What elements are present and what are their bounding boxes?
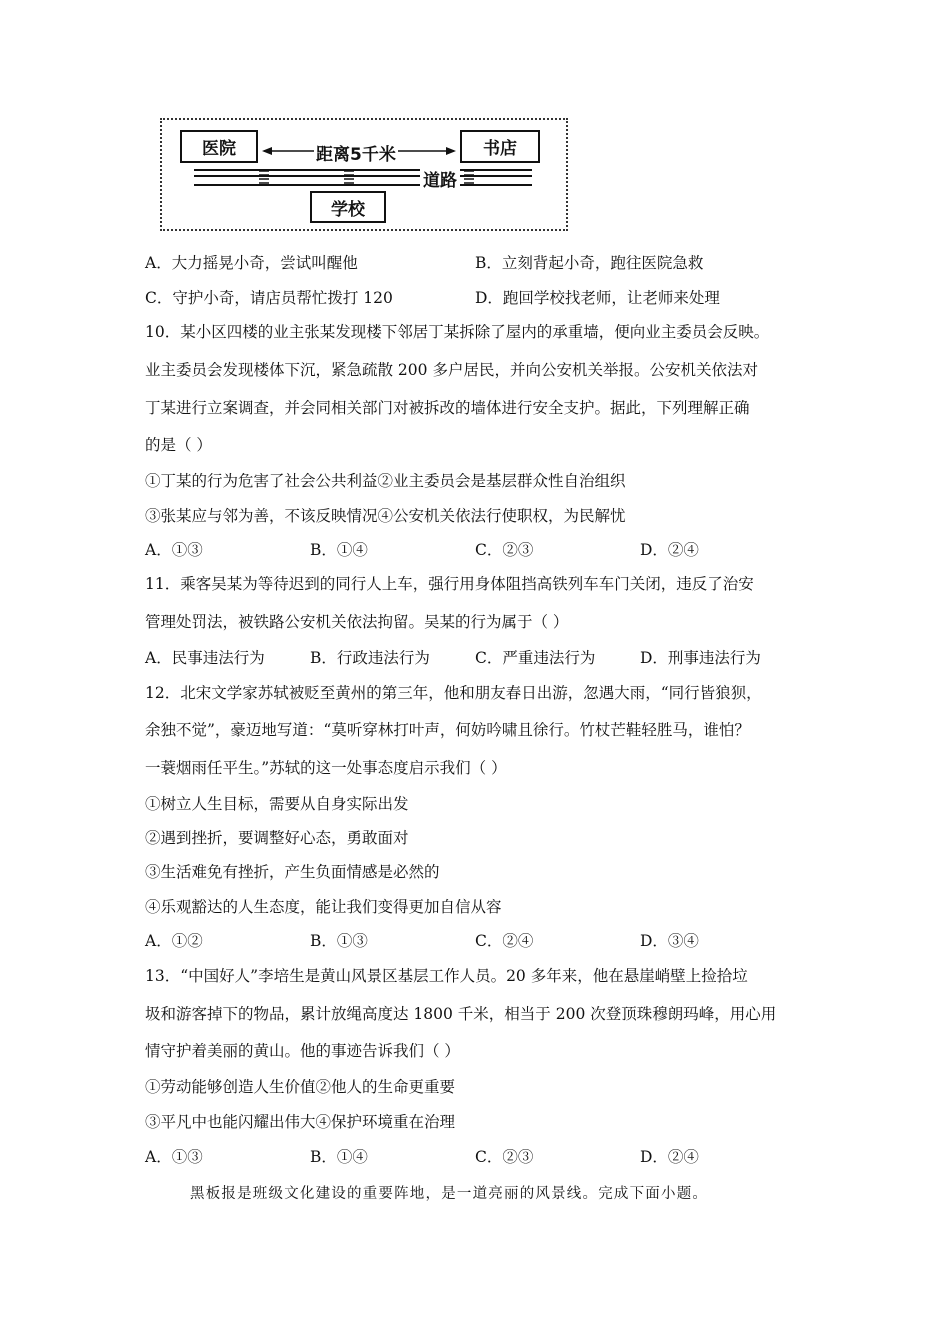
q13-option-d: D．②④ bbox=[640, 1148, 699, 1166]
distance-label: 距离5千米 bbox=[314, 140, 398, 165]
road-label: 道路 bbox=[420, 166, 460, 191]
q12-statement-3: ③生活难免有挫折，产生负面情感是必然的 bbox=[145, 863, 440, 881]
q9-option-d: D．跑回学校找老师，让老师来处理 bbox=[475, 289, 720, 307]
q11-option-d: D．刑事违法行为 bbox=[640, 649, 761, 667]
q12-statement-2: ②遇到挫折，要调整好心态，勇敢面对 bbox=[145, 829, 409, 847]
q10-option-b: B．①④ bbox=[310, 541, 368, 559]
q10-line-1: 10．某小区四楼的业主张某发现楼下邻居丁某拆除了屋内的承重墙，便向业主委员会反映。 bbox=[145, 323, 770, 341]
q9-option-a: A．大力摇晃小奇，尝试叫醒他 bbox=[145, 254, 358, 272]
q13-line-1: 13．“中国好人”李培生是黄山风景区基层工作人员。20 多年来，他在悬崖峭壁上捡拾垃 bbox=[145, 967, 748, 985]
section-intro: 黑板报是班级文化建设的重要阵地，是一道亮丽的风景线。完成下面小题。 bbox=[190, 1186, 709, 1202]
q12-option-c: C．②④ bbox=[475, 932, 534, 950]
q12-line-1: 12．北宋文学家苏轼被贬至黄州的第三年，他和朋友春日出游，忽遇大雨，“同行皆狼狈， bbox=[145, 684, 762, 702]
arrow-left-icon bbox=[262, 147, 272, 155]
school-label: 学校 bbox=[331, 199, 365, 220]
q13-option-a: A．①③ bbox=[145, 1148, 203, 1166]
q10-line-2: 业主委员会发现楼体下沉，紧急疏散 200 多户居民，并向公安机关举报。公安机关依法对 bbox=[145, 361, 758, 379]
q11-line-1: 11．乘客吴某为等待迟到的同行人上车，强行用身体阻挡高铁列车车门关闭，违反了治安 bbox=[145, 575, 754, 593]
q12-option-b: B．①③ bbox=[310, 932, 368, 950]
q10-option-d: D．②④ bbox=[640, 541, 699, 559]
q13-option-b: B．①④ bbox=[310, 1148, 368, 1166]
q11-option-b: B．行政违法行为 bbox=[310, 649, 430, 667]
q10-option-c: C．②③ bbox=[475, 541, 534, 559]
q13-statement-2: ③平凡中也能闪耀出伟大④保护环境重在治理 bbox=[145, 1113, 456, 1131]
q10-option-a: A．①③ bbox=[145, 541, 203, 559]
q12-line-3: 一蓑烟雨任平生。”苏轼的这一处事态度启示我们（ ） bbox=[145, 759, 507, 777]
hospital-label: 医院 bbox=[202, 139, 236, 159]
q9-option-b: B．立刻背起小奇，跑往医院急救 bbox=[475, 254, 704, 272]
q10-statement-2: ③张某应与邻为善，不该反映情况④公安机关依法行使职权，为民解忧 bbox=[145, 507, 626, 525]
q13-statement-1: ①劳动能够创造人生价值②他人的生命更重要 bbox=[145, 1078, 456, 1096]
q12-statement-4: ④乐观豁达的人生态度，能让我们变得更加自信从容 bbox=[145, 898, 502, 916]
q13-line-2: 圾和游客掉下的物品，累计放绳高度达 1800 千米，相当于 200 次登顶珠穆朗玛峰，用心用 bbox=[145, 1005, 777, 1023]
q11-option-a: A．民事违法行为 bbox=[145, 649, 265, 667]
q12-statement-1: ①树立人生目标，需要从自身实际出发 bbox=[145, 795, 409, 813]
q10-statement-1: ①丁某的行为危害了社会公共利益②业主委员会是基层群众性自治组织 bbox=[145, 472, 626, 490]
q12-option-d: D．③④ bbox=[640, 932, 699, 950]
q13-option-c: C．②③ bbox=[475, 1148, 534, 1166]
q12-line-2: 余独不觉”，豪迈地写道：“莫听穿林打叶声，何妨吟啸且徐行。竹杖芒鞋轻胜马，谁怕？ bbox=[145, 721, 750, 739]
q11-option-c: C．严重违法行为 bbox=[475, 649, 596, 667]
school-box bbox=[310, 191, 386, 223]
q10-line-3: 丁某进行立案调查，并会同相关部门对被拆改的墙体进行安全支护。据此，下列理解正确 bbox=[145, 399, 750, 417]
q9-option-c: C．守护小奇，请店员帮忙拨打 120 bbox=[145, 289, 393, 307]
bookstore-label: 书店 bbox=[483, 139, 517, 159]
q11-line-2: 管理处罚法，被铁路公安机关依法拘留。吴某的行为属于（ ） bbox=[145, 613, 569, 631]
q12-option-a: A．①② bbox=[145, 932, 203, 950]
q13-line-3: 情守护着美丽的黄山。他的事迹告诉我们（ ） bbox=[145, 1042, 460, 1060]
arrow-right-icon bbox=[446, 147, 456, 155]
q10-line-4: 的是（ ） bbox=[145, 436, 212, 454]
map-diagram bbox=[160, 118, 568, 231]
